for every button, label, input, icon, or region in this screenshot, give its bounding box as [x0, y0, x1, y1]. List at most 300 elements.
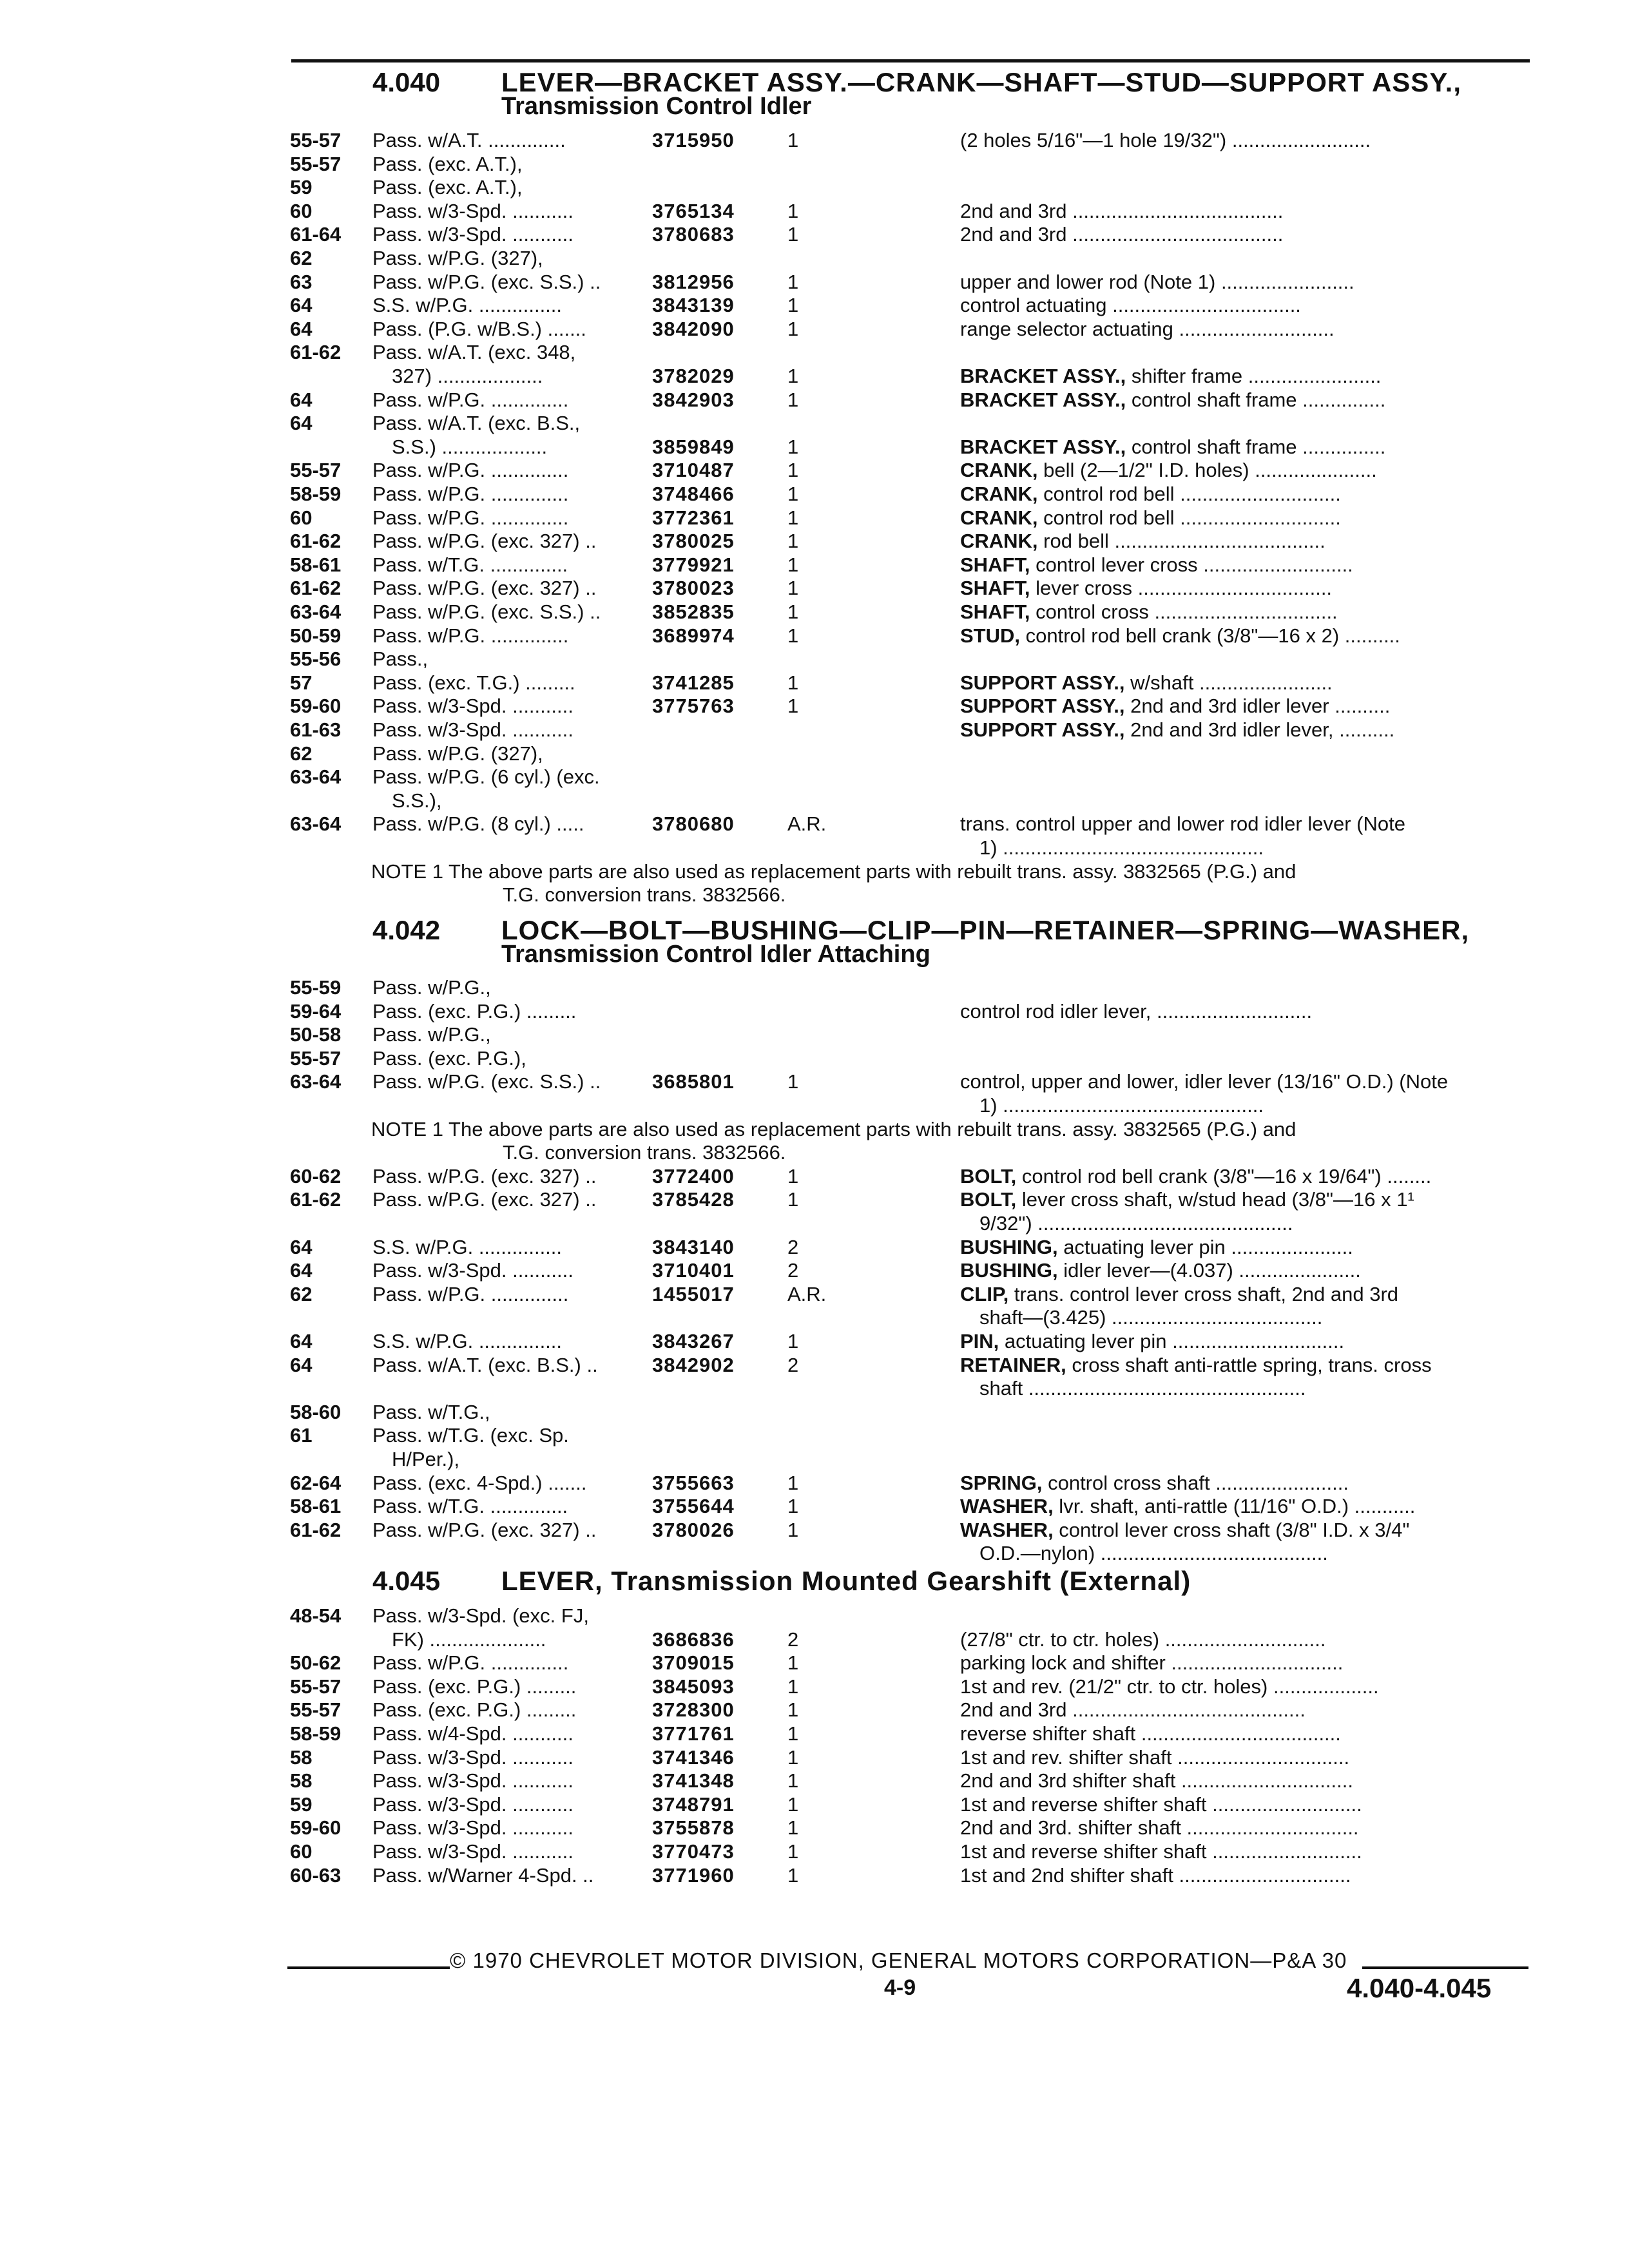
catalog-row — [0, 1330, 1629, 1353]
part-number: 3710401 — [652, 1259, 735, 1282]
part-description — [960, 601, 1521, 624]
part-detail: shifter frame ........................ — [1126, 365, 1382, 387]
part-detail: 2nd and 3rd shifter shaft ............................... — [960, 1769, 1353, 1792]
model-application: Pass. w/3-Spd. ........... — [372, 695, 574, 718]
part-number: 3771960 — [652, 1863, 735, 1887]
model-year: 61-62 — [290, 530, 342, 553]
model-application: Pass. w/P.G. (6 cyl.) (exc. — [372, 765, 600, 789]
part-name: CRANK, — [960, 459, 1038, 482]
model-year: 55-57 — [290, 459, 342, 482]
model-application: Pass. w/A.T. (exc. 348, — [372, 341, 576, 364]
part-detail: 1st and 2nd shifter shaft ............................... — [960, 1863, 1351, 1887]
model-application: Pass. w/P.G. .............. — [372, 459, 569, 482]
part-name: CRANK, — [960, 506, 1038, 529]
quantity: 2 — [787, 1235, 799, 1258]
part-detail: 2nd and 3rd idler lever, .......... — [1124, 718, 1395, 741]
part-description — [960, 436, 1521, 459]
model-year: 64 — [290, 317, 313, 340]
part-detail: w/shaft ........................ — [1124, 671, 1333, 694]
part-description — [960, 129, 1521, 152]
part-description — [960, 577, 1521, 600]
quantity: A.R. — [787, 1282, 827, 1305]
model-application: Pass. w/P.G. (exc. S.S.) .. — [372, 601, 601, 623]
quantity: 2 — [787, 1353, 799, 1376]
catalog-row — [0, 1236, 1629, 1259]
model-year: 61-62 — [290, 1518, 342, 1541]
part-detail: control, upper and lower, idler lever (13/16" O.D.) (Note — [960, 1070, 1449, 1093]
section-number: 4.042 — [372, 915, 441, 945]
quantity: 1 — [787, 1188, 799, 1211]
part-description — [960, 1472, 1521, 1495]
part-description — [960, 1793, 1521, 1816]
catalog-row — [0, 1000, 1629, 1023]
part-detail: bell (2—1/2" I.D. holes) ...................... — [1037, 459, 1377, 482]
quantity: 1 — [787, 1651, 799, 1675]
part-name: SHAFT, — [960, 601, 1030, 623]
part-detail: 1st and reverse shifter shaft ........................... — [960, 1792, 1362, 1816]
section-title: LEVER, Transmission Mounted Gearshift (External) — [501, 1566, 1191, 1596]
model-application: Pass. (exc. 4-Spd.) ....... — [372, 1471, 587, 1494]
part-detail: trans. control upper and lower rod idler lever (Note — [960, 812, 1405, 836]
quantity: 1 — [787, 129, 799, 151]
model-application: Pass., — [372, 648, 429, 671]
model-application: Pass. w/P.G. .............. — [372, 483, 569, 505]
part-number: 3710487 — [652, 459, 735, 482]
model-application: Pass. w/3-Spd. ........... — [372, 199, 574, 222]
part-detail: 1st and rev. shifter shaft ............................... — [960, 1745, 1350, 1769]
model-application: Pass. w/P.G. .............. — [372, 388, 569, 411]
catalog-row — [0, 389, 1629, 412]
part-detail: control rod bell crank (3/8"—16 x 2) .......... — [1020, 624, 1400, 647]
quantity: 1 — [787, 1070, 799, 1093]
model-application: S.S. w/P.G. ............... — [372, 294, 563, 317]
model-application: Pass. w/P.G. (327), — [372, 742, 543, 765]
model-year: 64 — [290, 388, 313, 411]
quantity: 1 — [787, 270, 799, 293]
part-number: 3842090 — [652, 317, 735, 340]
part-number: 1455017 — [652, 1282, 735, 1305]
quantity: 2 — [787, 1259, 799, 1282]
part-number: 3772361 — [652, 506, 735, 529]
catalog-row — [0, 247, 1629, 270]
part-detail: idler lever—(4.037) ...................... — [1057, 1259, 1361, 1282]
model-application: S.S.) ................... — [392, 435, 548, 458]
part-description — [960, 1000, 1521, 1023]
part-number: 3765134 — [652, 199, 735, 222]
part-number: 3780026 — [652, 1518, 735, 1541]
part-number: 3780680 — [652, 812, 735, 836]
part-description — [960, 1495, 1521, 1518]
catalog-row — [0, 1377, 1629, 1400]
quantity: 1 — [787, 1816, 799, 1840]
catalog-row — [0, 1424, 1629, 1447]
part-detail: reverse shifter shaft .................................... — [960, 1722, 1341, 1745]
model-year: 64 — [290, 1235, 313, 1258]
model-year: 58-61 — [290, 553, 342, 576]
catalog-row — [0, 1165, 1629, 1188]
quantity: 1 — [787, 459, 799, 482]
model-year: 63-64 — [290, 1070, 342, 1093]
model-year: 48-54 — [290, 1604, 342, 1627]
catalog-row — [0, 129, 1629, 152]
part-number: 3785428 — [652, 1188, 735, 1211]
model-application: Pass. w/P.G. (exc. S.S.) .. — [372, 270, 601, 293]
model-application: Pass. (P.G. w/B.S.) ....... — [372, 317, 586, 340]
part-detail: shaft—(3.425) ...................................... — [979, 1306, 1323, 1329]
quantity: 1 — [787, 435, 799, 458]
quantity: 1 — [787, 1330, 799, 1352]
catalog-row — [0, 648, 1629, 671]
model-year: 63-64 — [290, 812, 342, 836]
part-description — [960, 1698, 1521, 1722]
model-year: 60-62 — [290, 1164, 342, 1187]
part-name: SPRING, — [960, 1471, 1043, 1494]
catalog-row — [0, 1188, 1629, 1211]
part-detail: 2nd and 3rd idler lever .......... — [1124, 695, 1391, 718]
quantity: 1 — [787, 1745, 799, 1769]
section-note: NOTE 1 The above parts are also used as replacement parts with rebuilt trans. assy. 3832565 (P.G.) and — [371, 1117, 1296, 1140]
part-number: 3842902 — [652, 1353, 735, 1376]
part-description — [960, 365, 1521, 388]
part-detail: actuating lever pin ............................... — [999, 1330, 1345, 1352]
model-application: Pass. w/P.G. .............. — [372, 624, 569, 647]
part-name: WASHER, — [960, 1495, 1054, 1518]
model-year: 58 — [290, 1769, 313, 1792]
catalog-row — [0, 1840, 1629, 1863]
part-description — [960, 389, 1521, 412]
quantity: 1 — [787, 1863, 799, 1887]
catalog-row — [0, 1675, 1629, 1698]
part-name: SUPPORT ASSY., — [960, 671, 1125, 694]
catalog-row — [0, 812, 1629, 836]
quantity: 1 — [787, 1840, 799, 1863]
part-number: 3843140 — [652, 1235, 735, 1258]
part-name: BRACKET ASSY., — [960, 388, 1126, 411]
model-application: S.S. w/P.G. ............... — [372, 1235, 563, 1258]
quantity: 1 — [787, 483, 799, 505]
model-year: 60 — [290, 1840, 313, 1863]
model-year: 55-56 — [290, 648, 342, 671]
part-description — [960, 1354, 1521, 1377]
part-detail: 9/32") .............................................. — [979, 1212, 1293, 1235]
part-detail: 1st and reverse shifter shaft ........................... — [960, 1840, 1362, 1863]
model-year: 55-59 — [290, 976, 342, 999]
catalog-row — [0, 176, 1629, 199]
model-application: Pass. w/3-Spd. ........... — [372, 1816, 574, 1840]
model-year: 61 — [290, 1424, 313, 1447]
model-year: 58-61 — [290, 1495, 342, 1518]
part-description — [960, 506, 1521, 530]
quantity: 1 — [787, 577, 799, 600]
footer-rule-left — [287, 1966, 450, 1969]
model-application: S.S. w/P.G. ............... — [372, 1330, 563, 1352]
model-year: 64 — [290, 1330, 313, 1352]
quantity: 1 — [787, 624, 799, 647]
part-name: CLIP, — [960, 1282, 1009, 1305]
model-application: Pass. w/P.G., — [372, 976, 491, 999]
model-application: Pass. w/P.G. (327), — [372, 247, 543, 269]
catalog-row — [0, 1212, 1629, 1235]
model-year: 59 — [290, 1792, 313, 1816]
part-detail: actuating lever pin ...................... — [1057, 1235, 1353, 1258]
page-number: 4-9 — [884, 1975, 916, 2000]
quantity: 1 — [787, 317, 799, 340]
model-application: Pass. w/3-Spd. ........... — [372, 1792, 574, 1816]
quantity: 1 — [787, 294, 799, 317]
catalog-row — [0, 624, 1629, 648]
model-year: 61-62 — [290, 341, 342, 364]
section-note: T.G. conversion trans. 3832566. — [503, 883, 786, 907]
quantity: 1 — [787, 506, 799, 529]
part-description — [960, 459, 1521, 482]
model-year: 57 — [290, 671, 313, 694]
part-description — [960, 695, 1521, 718]
part-name: RETAINER, — [960, 1353, 1066, 1376]
part-number: 3852835 — [652, 601, 735, 623]
part-description — [960, 1651, 1521, 1675]
part-description — [960, 1259, 1521, 1282]
part-name: PIN, — [960, 1330, 999, 1352]
catalog-row — [0, 1746, 1629, 1769]
model-application: Pass. w/A.T. (exc. B.S.) .. — [372, 1353, 598, 1376]
model-application: Pass. w/P.G. (exc. 327) .. — [372, 1518, 597, 1541]
part-name: SUPPORT ASSY., — [960, 695, 1125, 718]
part-number: 3779921 — [652, 553, 735, 576]
part-detail: rod bell ...................................... — [1037, 530, 1325, 553]
catalog-row — [0, 1542, 1629, 1565]
catalog-row — [0, 1094, 1629, 1117]
model-year: 58-59 — [290, 1722, 342, 1745]
part-number: 3843139 — [652, 294, 735, 317]
part-description — [960, 271, 1521, 294]
part-detail: 2nd and 3rd ...................................... — [960, 199, 1284, 222]
section-title: LOCK—BOLT—BUSHING—CLIP—PIN—RETAINER—SPRING—WASHER, — [501, 915, 1470, 945]
part-number: 3741346 — [652, 1745, 735, 1769]
catalog-row — [0, 695, 1629, 718]
part-name: BRACKET ASSY., — [960, 435, 1126, 458]
part-number: 3770473 — [652, 1840, 735, 1863]
model-year: 62 — [290, 1282, 313, 1305]
catalog-row — [0, 412, 1629, 435]
part-number: 3782029 — [652, 365, 735, 387]
part-description — [960, 294, 1521, 317]
model-application: Pass. w/P.G. (exc. 327) .. — [372, 577, 597, 600]
quantity: 1 — [787, 1792, 799, 1816]
part-number: 3859849 — [652, 435, 735, 458]
model-application: Pass. w/3-Spd. ........... — [372, 1769, 574, 1792]
part-description — [960, 1769, 1521, 1792]
part-number: 3686836 — [652, 1628, 735, 1651]
model-application: Pass. w/P.G. .............. — [372, 1282, 569, 1305]
part-detail: control rod bell crank (3/8"—16 x 19/64") ........ — [1016, 1164, 1432, 1187]
catalog-row — [0, 506, 1629, 530]
catalog-row — [0, 1793, 1629, 1816]
part-name: SHAFT, — [960, 553, 1030, 576]
part-description — [960, 812, 1521, 836]
catalog-row — [0, 459, 1629, 482]
model-year: 58-60 — [290, 1400, 342, 1423]
quantity: 1 — [787, 199, 799, 222]
catalog-row — [0, 1519, 1629, 1542]
part-description — [960, 1816, 1521, 1840]
catalog-row — [0, 1354, 1629, 1377]
quantity: 1 — [787, 1471, 799, 1494]
quantity: 1 — [787, 695, 799, 718]
part-description — [979, 836, 1540, 860]
catalog-row — [0, 1698, 1629, 1722]
catalog-row — [0, 530, 1629, 553]
model-application: Pass. (exc. P.G.), — [372, 1046, 526, 1070]
part-name: STUD, — [960, 624, 1020, 647]
top-rule — [291, 59, 1530, 62]
quantity: 1 — [787, 365, 799, 387]
quantity: 1 — [787, 671, 799, 694]
model-application: Pass. w/P.G. (exc. 327) .. — [372, 1164, 597, 1187]
part-description — [960, 1746, 1521, 1769]
catalog-row — [0, 1047, 1629, 1070]
part-detail: lever cross ................................... — [1030, 577, 1333, 600]
model-year: 58 — [290, 1745, 313, 1769]
part-number: 3780025 — [652, 530, 735, 553]
model-year: 63 — [290, 270, 313, 293]
catalog-row — [0, 341, 1629, 364]
catalog-row — [0, 553, 1629, 577]
catalog-row — [0, 601, 1629, 624]
model-year: 55-57 — [290, 129, 342, 151]
quantity: 1 — [787, 1164, 799, 1187]
part-description — [960, 718, 1521, 742]
part-name: BOLT, — [960, 1164, 1017, 1187]
model-application: S.S.), — [392, 789, 442, 812]
part-number: 3842903 — [652, 388, 735, 411]
catalog-row — [0, 271, 1629, 294]
part-detail: 1) ............................................... — [979, 1094, 1264, 1117]
model-year: 59-60 — [290, 695, 342, 718]
model-application: Pass. w/P.G. (exc. 327) .. — [372, 530, 597, 553]
model-year: 50-58 — [290, 1023, 342, 1046]
model-year: 55-57 — [290, 1046, 342, 1070]
model-application: Pass. w/T.G. .............. — [372, 1495, 568, 1518]
model-year: 59-60 — [290, 1816, 342, 1840]
part-detail: shaft .................................................. — [979, 1377, 1306, 1400]
part-description — [979, 1094, 1540, 1117]
part-name: SHAFT, — [960, 577, 1030, 600]
model-year: 59-64 — [290, 999, 342, 1023]
model-application: Pass. w/4-Spd. ........... — [372, 1722, 574, 1745]
part-detail: 2nd and 3rd .......................................... — [960, 1698, 1306, 1722]
page-section-range: 4.040-4.045 — [1347, 1973, 1492, 2003]
catalog-row — [0, 1628, 1629, 1651]
catalog-row — [0, 836, 1629, 860]
part-description — [960, 624, 1521, 648]
catalog-row — [0, 153, 1629, 176]
model-year: 60 — [290, 506, 313, 529]
part-number: 3748791 — [652, 1792, 735, 1816]
section-number: 4.040 — [372, 67, 441, 97]
part-number: 3843267 — [652, 1330, 735, 1352]
part-number: 3755663 — [652, 1471, 735, 1494]
part-number: 3685801 — [652, 1070, 735, 1093]
part-name: WASHER, — [960, 1518, 1054, 1541]
footer-rule-right — [1362, 1966, 1528, 1969]
model-application: Pass. (exc. T.G.) ......... — [372, 671, 575, 694]
model-year: 61-62 — [290, 577, 342, 600]
part-number: 3755878 — [652, 1816, 735, 1840]
model-year: 64 — [290, 294, 313, 317]
quantity: 1 — [787, 553, 799, 576]
part-number: 3812956 — [652, 270, 735, 293]
model-application: Pass. (exc. P.G.) ......... — [372, 999, 577, 1023]
part-detail: 2nd and 3rd ...................................... — [960, 223, 1284, 246]
model-year: 55-57 — [290, 152, 342, 175]
model-application: Pass. (exc. A.T.), — [372, 152, 523, 175]
model-application: Pass. w/P.G. .............. — [372, 506, 569, 529]
model-year: 63-64 — [290, 765, 342, 789]
part-detail: (2 holes 5/16"—1 hole 19/32") ......................... — [960, 129, 1371, 151]
model-application: Pass. w/P.G. (exc. S.S.) .. — [372, 1070, 601, 1093]
catalog-row — [0, 1769, 1629, 1792]
part-description — [979, 1306, 1540, 1329]
model-year: 59 — [290, 176, 313, 199]
catalog-row — [0, 1604, 1629, 1628]
model-application: Pass. w/P.G. (exc. 327) .. — [372, 1188, 597, 1211]
catalog-row — [0, 483, 1629, 506]
model-year: 60 — [290, 199, 313, 222]
model-year: 58-59 — [290, 483, 342, 505]
part-description — [960, 318, 1521, 341]
part-number: 3715950 — [652, 129, 735, 151]
part-number: 3709015 — [652, 1651, 735, 1675]
part-description — [960, 1330, 1521, 1353]
catalog-row — [0, 1448, 1629, 1471]
catalog-row — [0, 1816, 1629, 1840]
quantity: 1 — [787, 601, 799, 623]
catalog-row — [0, 1283, 1629, 1306]
part-name: BOLT, — [960, 1188, 1017, 1211]
model-application: Pass. (exc. P.G.) ......... — [372, 1675, 577, 1698]
model-application: Pass. (exc. P.G.) ......... — [372, 1698, 577, 1722]
part-number: 3728300 — [652, 1698, 735, 1722]
footer-copyright: © 1970 CHEVROLET MOTOR DIVISION, GENERAL MOTORS CORPORATION—P&A 30 — [450, 1948, 1347, 1972]
part-number: 3780683 — [652, 223, 735, 246]
part-number: 3780023 — [652, 577, 735, 600]
part-detail: upper and lower rod (Note 1) ........................ — [960, 270, 1354, 293]
model-application: Pass. w/T.G. (exc. Sp. — [372, 1424, 569, 1447]
part-name: SUPPORT ASSY., — [960, 718, 1125, 741]
part-detail: cross shaft anti-rattle spring, trans. cross — [1066, 1353, 1432, 1376]
quantity: 1 — [787, 223, 799, 246]
model-year: 50-59 — [290, 624, 342, 647]
model-application: Pass. w/T.G., — [372, 1400, 490, 1423]
part-detail: control rod bell ............................. — [1037, 483, 1341, 505]
section-subtitle: Transmission Control Idler Attaching — [501, 941, 930, 968]
quantity: 1 — [787, 1495, 799, 1518]
part-description — [979, 1377, 1540, 1400]
catalog-row — [0, 1070, 1629, 1093]
part-number: 3775763 — [652, 695, 735, 718]
model-application: Pass. (exc. A.T.), — [372, 176, 523, 199]
part-name: BRACKET ASSY., — [960, 365, 1126, 387]
part-number: 3748466 — [652, 483, 735, 505]
catalog-row — [0, 1722, 1629, 1745]
model-year: 61-62 — [290, 1188, 342, 1211]
part-name: CRANK, — [960, 530, 1038, 553]
model-application: Pass. w/P.G., — [372, 1023, 491, 1046]
section-note: NOTE 1 The above parts are also used as replacement parts with rebuilt trans. assy. 3832565 (P.G.) and — [371, 860, 1296, 883]
part-description — [960, 1519, 1521, 1542]
catalog-row — [0, 436, 1629, 459]
quantity: 1 — [787, 1698, 799, 1722]
